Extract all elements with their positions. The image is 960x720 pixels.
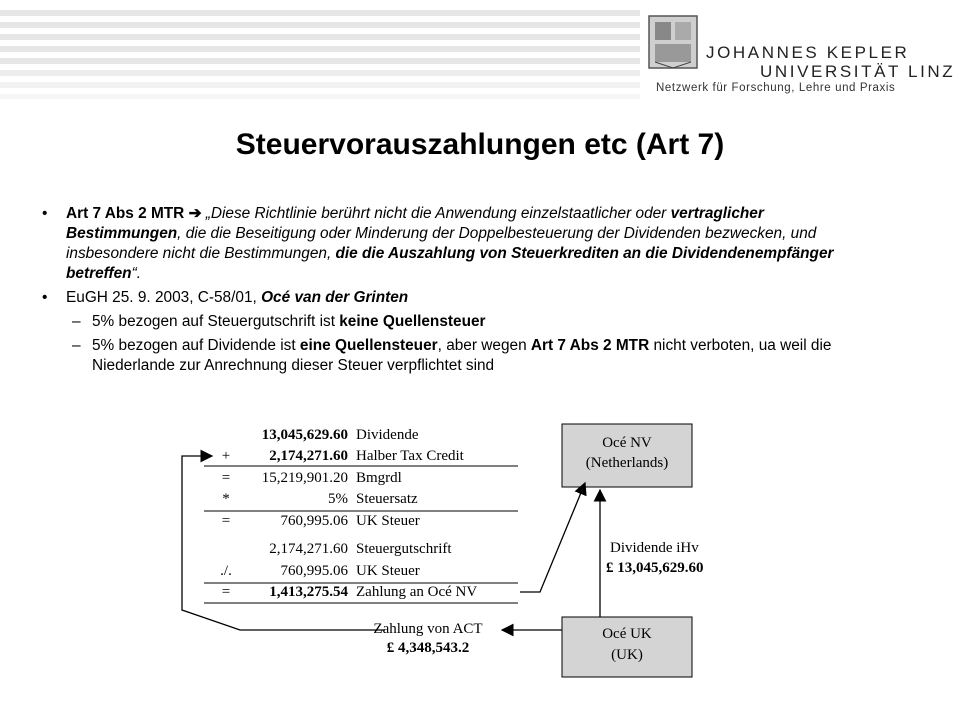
sub2-text-2: , aber wegen [437, 337, 531, 354]
sub-dash: – [72, 337, 81, 354]
sub2-text-3: nicht verboten, ua weil die Niederlande zur Anrechnung dieser Steuer verpflichtet sind [92, 337, 832, 374]
sub1-bold: keine Quellensteuer [339, 313, 486, 330]
calc-amount: 760,995.06 [280, 563, 348, 579]
calc-label: Steuersatz [356, 491, 418, 507]
calc-label: Bmgrdl [356, 470, 402, 486]
calc-operator: = [221, 513, 231, 529]
sub2-bold-1: eine Quellensteuer [299, 337, 438, 354]
oce-nv-name: Océ NV [602, 435, 652, 451]
bullet2-text: EuGH 25. 9. 2003, C-58/01, [66, 289, 262, 306]
logo-line-3: Netzwerk für Forschung, Lehre und Praxis [656, 82, 896, 94]
oce-nv-country: (Netherlands) [585, 455, 669, 471]
calc-amount: 1,413,275.54 [269, 584, 348, 600]
calc-label: Steuergutschrift [356, 541, 452, 557]
calc-operator: = [221, 470, 231, 486]
oce-uk-name: Océ UK [602, 626, 652, 642]
page-title: Steuervorauszahlungen etc (Art 7) [235, 128, 725, 161]
logo-line-2: UNIVERSITÄT LINZ [760, 62, 956, 81]
dividend-flow-amount: £ 13,045,629.60 [606, 560, 704, 576]
bullet1-quote-bold-2: die die Auszahlung von Steuerkrediten an die Dividendenempfänger betreffen [66, 245, 834, 282]
calculation-table [220, 427, 477, 600]
bullet1-quote-1: „Diese Richtlinie berührt nicht die Anwendung einzelstaatlicher oder [205, 205, 667, 222]
bullet2-case: Océ van der Grinten [261, 289, 409, 306]
calc-amount: 5% [328, 491, 348, 507]
calc-amount: 2,174,271.60 [269, 448, 348, 464]
bullet1-quote-end: “. [131, 265, 141, 282]
calc-label: UK Steuer [356, 563, 420, 579]
sub2-text-1: 5% bezogen auf Dividende ist [92, 337, 300, 354]
logo-line-1: JOHANNES KEPLER [706, 43, 910, 62]
calc-operator: = [221, 584, 231, 600]
act-flow-amount: £ 4,348,543.2 [386, 640, 470, 656]
calc-operator: ./. [220, 563, 232, 579]
calc-operator: * [222, 491, 230, 507]
calc-label: Dividende [356, 427, 419, 443]
dividend-flow-label: Dividende iHv [610, 540, 699, 556]
bullet-dot: • [42, 205, 48, 222]
sub-dash: – [72, 313, 81, 330]
calc-amount: 2,174,271.60 [269, 541, 348, 557]
calc-label: Zahlung an Océ NV [356, 584, 478, 600]
calc-amount: 13,045,629.60 [261, 427, 348, 443]
calc-amount: 15,219,901.20 [261, 470, 348, 486]
calc-operator: + [221, 448, 231, 464]
calc-amount: 760,995.06 [280, 513, 348, 529]
sub2-bold-2: Art 7 Abs 2 MTR [530, 337, 650, 354]
sub1-text: 5% bezogen auf Steuergutschrift ist [92, 313, 340, 330]
bullet1-quote-bold-1: vertraglicher Bestimmungen [66, 205, 764, 242]
calc-label: UK Steuer [356, 513, 420, 529]
oce-uk-country: (UK) [611, 647, 643, 663]
bullet1-quote-2: , die die Beseitigung oder Minderung der Doppelbesteuerung der Dividenden bezwecken, und insbesondere nicht die Bestimmungen, [66, 225, 817, 262]
bullet1-ref: Art 7 Abs 2 MTR [66, 205, 185, 222]
bullet-dot: • [42, 289, 48, 306]
arrow-right-icon: ➔ [188, 205, 202, 222]
act-flow-label: Zahlung von ACT [373, 621, 483, 637]
calc-label: Halber Tax Credit [356, 448, 464, 464]
